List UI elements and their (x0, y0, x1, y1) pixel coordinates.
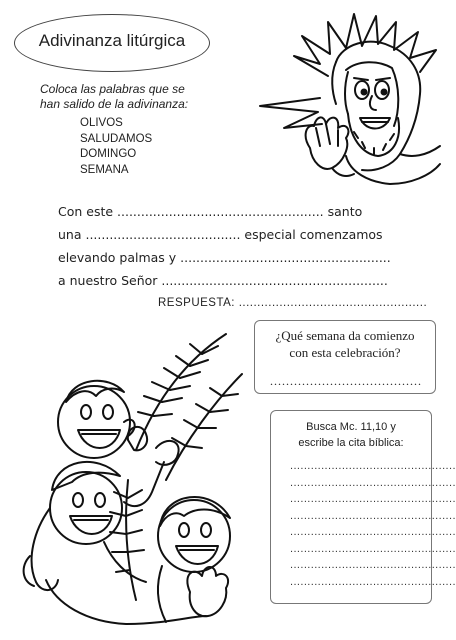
word-bank-item: SEMANA (80, 163, 129, 176)
bible-citation-line: Busca Mc. 11,10 y (306, 421, 396, 433)
writing-blank[interactable]: ................................................ (290, 575, 456, 588)
question-answer-blank[interactable]: ...................................... (270, 374, 422, 388)
writing-blank[interactable]: ................................................ (290, 460, 456, 472)
riddle-line: una ....................................... especial comenzamos (58, 227, 383, 242)
answer-line: RESPUESTA: ................................................... (158, 297, 428, 309)
writing-blank[interactable]: ................................................ (290, 509, 456, 522)
writing-blank[interactable]: ................................................ (290, 493, 456, 505)
writing-blank[interactable]: ................................................ (290, 526, 456, 538)
riddle-line: elevando palmas y ..................................................... (58, 250, 391, 265)
jesus-illustration (250, 6, 446, 192)
children-with-palms-illustration (16, 330, 252, 630)
riddle (58, 200, 408, 292)
bible-citation-blanks (290, 458, 456, 590)
word-bank-item: OLIVOS (80, 117, 123, 129)
writing-blank[interactable]: ................................................ (290, 476, 456, 489)
instructions (40, 82, 220, 112)
riddle-line: Con este .................................................... santo (58, 204, 363, 219)
writing-blank[interactable]: ................................................ (290, 542, 456, 555)
bible-citation-instructions (272, 419, 430, 451)
riddle-line: a nuestro Señor ......................................................... (58, 273, 388, 288)
word-bank-item: SALUDAMOS (80, 132, 153, 145)
instructions-line: Coloca las palabras que se (40, 82, 185, 96)
page-title: Adivinanza litúrgica (38, 31, 186, 50)
writing-blank[interactable]: ................................................ (290, 559, 456, 571)
question-line: ¿Qué semana da comienzo (275, 328, 415, 343)
word-bank (80, 116, 152, 178)
question-text (256, 327, 434, 361)
bible-citation-line: escribe la cita bíblica: (298, 437, 404, 449)
word-bank-item: DOMINGO (80, 148, 137, 160)
instructions-line: han salido de la adivinanza: (40, 97, 189, 111)
question-line: con esta celebración? (289, 345, 401, 360)
